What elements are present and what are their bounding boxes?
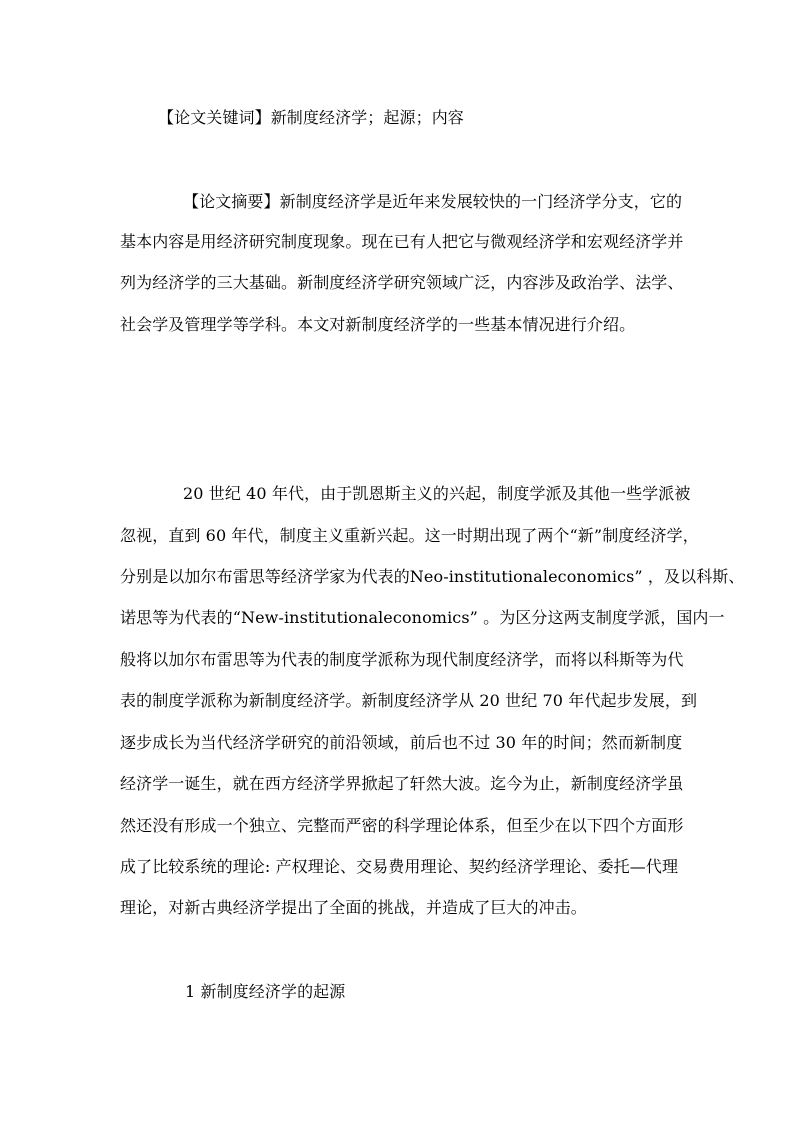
body-line-6: 表的制度学派称为新制度经济学。新制度经济学从 20 世纪 70 年代起步发展，到 <box>120 691 698 710</box>
abstract-line-4: 社会学及管理学等学科。本文对新制度经济学的一些基本情况进行介绍。 <box>120 315 636 334</box>
body-line-9: 然还没有形成一个独立、完整而严密的科学理论体系，但至少在以下四个方面形 <box>120 816 684 835</box>
abstract-line-3: 列为经济学的三大基础。新制度经济学研究领域广泛，内容涉及政治学、法学、 <box>120 273 684 292</box>
body-line-11: 理论，对新古典经济学提出了全面的挑战，并造成了巨大的冲击。 <box>120 898 587 917</box>
body-line-1: 20 世纪 40 年代，由于凯恩斯主义的兴起，制度学派及其他一些学派被 <box>183 484 691 503</box>
abstract-line-2: 基本内容是用经济研究制度现象。现在已有人把它与微观经济学和宏观经济学并 <box>120 232 684 251</box>
body-line-10: 成了比较系统的理论: 产权理论、交易费用理论、契约经济学理论、委托—代理 <box>120 857 679 876</box>
body-line-2: 忽视，直到 60 年代，制度主义重新兴起。这一时期出现了两个“新”制度经济学， <box>120 526 699 545</box>
body-line-8: 经济学一诞生，就在西方经济学界掀起了轩然大波。迄今为止，新制度经济学虽 <box>120 774 684 793</box>
body-line-4: 诺思等为代表的“New-institutionaleconomics” 。为区分这两支制度学派，国内一 <box>120 608 725 627</box>
body-line-5: 般将以加尔布雷思等为代表的制度学派称为现代制度经济学，而将以科斯等为代 <box>120 650 684 669</box>
section-heading: 1 新制度经济学的起源 <box>185 982 346 1001</box>
body-line-3: 分别是以加尔布雷思等经济学家为代表的Neo-institutionaleconomics” ，及以科斯、 <box>120 567 745 586</box>
abstract-line-1: 【论文摘要】新制度经济学是近年来发展较快的一门经济学分支，它的 <box>183 192 683 211</box>
body-line-7: 逐步成长为当代经济学研究的前沿领域，前后也不过 30 年的时间；然而新制度 <box>120 733 683 752</box>
keywords-line: 【论文关键词】新制度经济学；起源；内容 <box>158 108 464 127</box>
